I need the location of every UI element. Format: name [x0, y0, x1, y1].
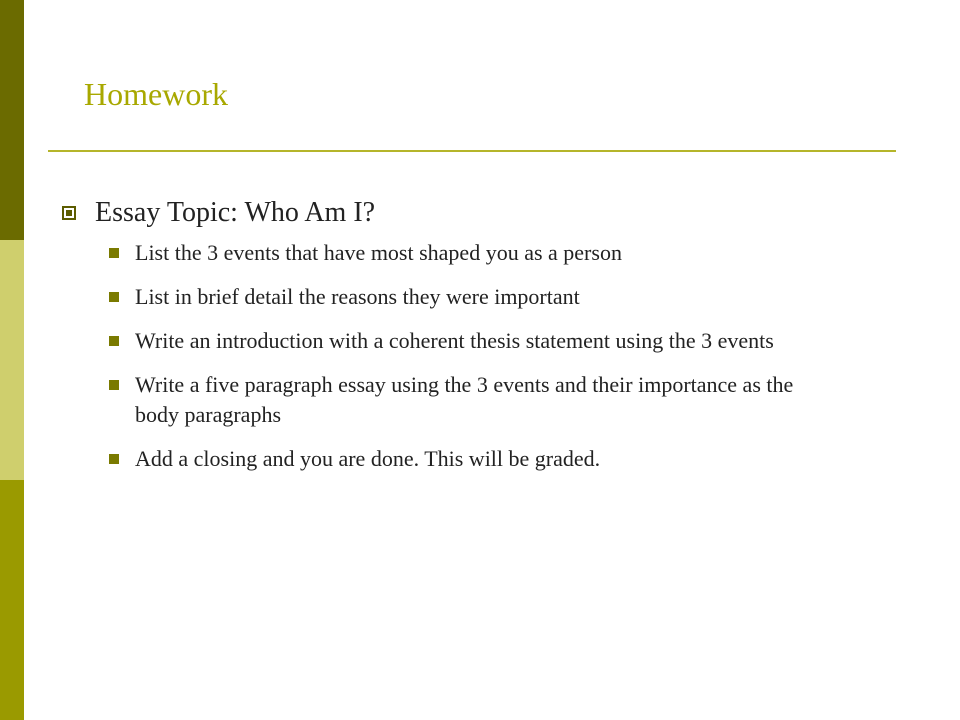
side-accent-bar: [0, 0, 24, 720]
slide-title: Homework: [84, 76, 228, 112]
square-outline-bullet-icon: [62, 206, 76, 220]
sub-bullet-text: List in brief detail the reasons they were important: [135, 284, 580, 309]
sub-bullet-item: [60, 444, 840, 474]
side-bar-middle-segment: [0, 240, 24, 480]
sub-bullet-text: Write a five paragraph essay using the 3 events and their importance as the body paragraphs: [135, 372, 794, 427]
sub-bullet-item: [60, 238, 840, 268]
square-bullet-icon: [109, 380, 119, 390]
main-bullet-item: [60, 196, 840, 230]
slide-content: [60, 196, 840, 488]
sub-bullet-item: [60, 282, 840, 312]
sub-bullet-item: [60, 370, 840, 430]
side-bar-top-segment: [0, 0, 24, 240]
main-bullet-text: Essay Topic: Who Am I?: [95, 197, 376, 228]
square-bullet-icon: [109, 336, 119, 346]
square-bullet-icon: [109, 454, 119, 464]
sub-bullet-text: Add a closing and you are done. This will be graded.: [135, 446, 601, 471]
title-underline: [48, 150, 896, 152]
side-bar-bottom-segment: [0, 480, 24, 720]
square-bullet-icon: [109, 292, 119, 302]
sub-bullet-item: [60, 326, 840, 356]
square-bullet-icon: [109, 248, 119, 258]
sub-bullet-text: Write an introduction with a coherent thesis statement using the 3 events: [135, 328, 774, 353]
sub-bullet-text: List the 3 events that have most shaped you as a person: [135, 240, 622, 265]
sub-bullet-list: [60, 238, 840, 474]
